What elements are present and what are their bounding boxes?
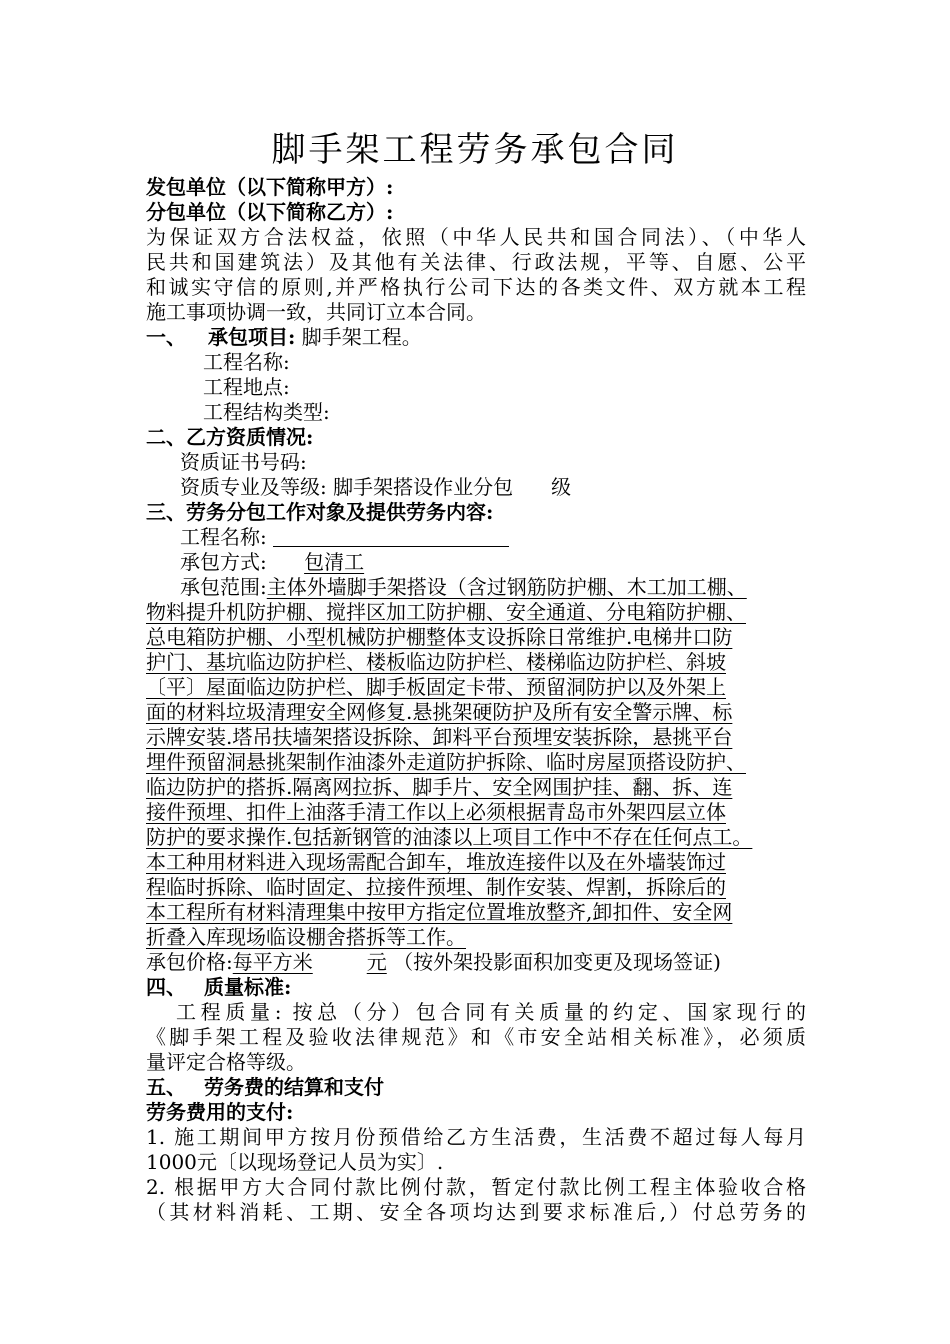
structure-type-field: 工程结构类型: bbox=[203, 400, 330, 424]
project-location-field: 工程地点: bbox=[203, 375, 290, 399]
payment-item: 1000元〔以现场登记人员为实〕. bbox=[146, 1150, 444, 1174]
s3-project-label: 工程名称: bbox=[180, 525, 267, 549]
scope-line: 〔平〕屋面临边防护栏、脚手板固定卡带、预留洞防护以及外架上 bbox=[146, 675, 726, 699]
section-1-value: 脚手架工程。 bbox=[301, 325, 422, 349]
payment-item: 2. 根据甲方大合同付款比例付款，暂定付款比例工程主体验收合格 bbox=[146, 1175, 806, 1199]
scope-line: 临边防护的搭拆.隔离网拉拆、脚手片、安全网围护挂、翻、拆、连 bbox=[146, 775, 733, 799]
quality-line: 量评定合格等级。 bbox=[146, 1050, 306, 1074]
section-3-heading: 三、劳务分包工作对象及提供劳务内容: bbox=[146, 500, 494, 524]
scope-line: 本工程所有材料清理集中按甲方指定位置堆放整齐,卸扣件、安全网 bbox=[146, 900, 733, 924]
scope-line: 示牌安装.塔吊扶墙架搭设拆除、卸料平台预埋安装拆除，悬挑平台 bbox=[146, 725, 733, 749]
grade-label: 资质专业及等级: 脚手架搭设作业分包 bbox=[180, 475, 514, 499]
document-title: 脚手架工程劳务承包合同 bbox=[271, 130, 679, 170]
contract-mode bbox=[180, 550, 395, 575]
scope-line: 埋件预留洞悬挑架制作油漆外走道防护拆除、临时房屋顶搭设防护、 bbox=[146, 750, 746, 774]
qualification-grade-field bbox=[180, 475, 571, 500]
scope-line: 总电箱防护棚、小型机械防护棚整体支设拆除日常维护.电梯井口防 bbox=[146, 625, 733, 649]
scope-first-line bbox=[180, 575, 747, 600]
section-1-heading: 承包项目: bbox=[208, 325, 296, 349]
contract-mode-value: 包清工 bbox=[304, 550, 365, 574]
section-5-heading: 劳务费的结算和支付 bbox=[204, 1075, 384, 1099]
project-name-field: 工程名称: bbox=[203, 350, 290, 374]
section-4 bbox=[146, 975, 291, 1000]
preamble-line: 为保证双方合法权益，依照（中华人民共和国合同法）、（中华人 bbox=[146, 225, 806, 249]
payment-item: 1. 施工期间甲方按月份预借给乙方生活费，生活费不超过每人每月 bbox=[146, 1125, 806, 1149]
price-unit: 元 bbox=[366, 950, 387, 974]
scope-line: 本工种用材料进入现场需配合卸车，堆放连接件以及在外墙装饰过 bbox=[146, 850, 726, 874]
grade-suffix: 级 bbox=[551, 475, 572, 499]
section-2-heading: 二、乙方资质情况: bbox=[146, 425, 314, 449]
scope-line: 程临时拆除、临时固定、拉接件预埋、制作安装、焊割，拆除后的 bbox=[146, 875, 726, 899]
contract-mode-label: 承包方式: bbox=[180, 550, 267, 574]
s3-project-name bbox=[180, 525, 509, 550]
section-5-number: 五、 bbox=[146, 1075, 186, 1099]
section-1-number: 一、 bbox=[146, 325, 186, 349]
scope-line: 护门、基坑临边防护栏、楼板临边防护栏、楼梯临边防护栏、斜坡 bbox=[146, 650, 726, 674]
payment-item: （其材料消耗、工期、安全各项均达到要求标准后,）付总劳务的 bbox=[146, 1200, 806, 1224]
scope-line: 接件预埋、扣件上油落手清工作以上必须根据青岛市外架四层立体 bbox=[146, 800, 726, 824]
price-label: 承包价格: bbox=[146, 950, 233, 974]
payment-subheading: 劳务费用的支付: bbox=[146, 1100, 294, 1124]
scope-line: 物料提升机防护棚、搅拌区加工防护棚、安全通道、分电箱防护棚、 bbox=[146, 600, 746, 624]
cert-number-field: 资质证书号码: bbox=[180, 450, 307, 474]
section-4-number: 四、 bbox=[146, 975, 186, 999]
scope-line: 面的材料垃圾清理安全网修复.悬挑架硬防护及所有安全警示牌、标 bbox=[146, 700, 733, 724]
quality-line: 工程质量: 按总（分）包合同有关质量的约定、国家现行的 bbox=[176, 1000, 806, 1024]
project-name-blank bbox=[273, 526, 509, 547]
section-1 bbox=[146, 325, 422, 350]
preamble-line: 和诚实守信的原则,并严格执行公司下达的各类文件、双方就本工程 bbox=[146, 275, 806, 299]
section-4-heading: 质量标准: bbox=[204, 975, 292, 999]
party-a-label: 发包单位（以下简称甲方）: bbox=[146, 175, 394, 199]
scope-line: 折叠入库现场临设棚舍搭拆等工作。 bbox=[146, 925, 466, 949]
scope-line: 主体外墙脚手架搭设（含过钢筋防护棚、木工加工棚、 bbox=[266, 575, 747, 599]
preamble-line: 施工事项协调一致，共同订立本合同。 bbox=[146, 300, 486, 324]
scope-label: 承包范围: bbox=[180, 575, 267, 599]
price-note: （按外架投影面积加变更及现场签证) bbox=[393, 950, 721, 974]
preamble-line: 民共和国建筑法）及其他有关法律、行政法规，平等、自愿、公平 bbox=[146, 250, 806, 274]
party-b-label: 分包单位（以下简称乙方）: bbox=[146, 200, 394, 224]
contract-price bbox=[146, 950, 721, 975]
scope-line: 防护的要求操作.包括新钢管的油漆以上项目工作中不存在任何点工。 bbox=[146, 825, 753, 849]
price-value: 每平方米 bbox=[232, 950, 313, 974]
quality-line: 《脚手架工程及验收法律规范》和《市安全站相关标准》，必须质 bbox=[146, 1025, 806, 1049]
section-5 bbox=[146, 1075, 384, 1100]
